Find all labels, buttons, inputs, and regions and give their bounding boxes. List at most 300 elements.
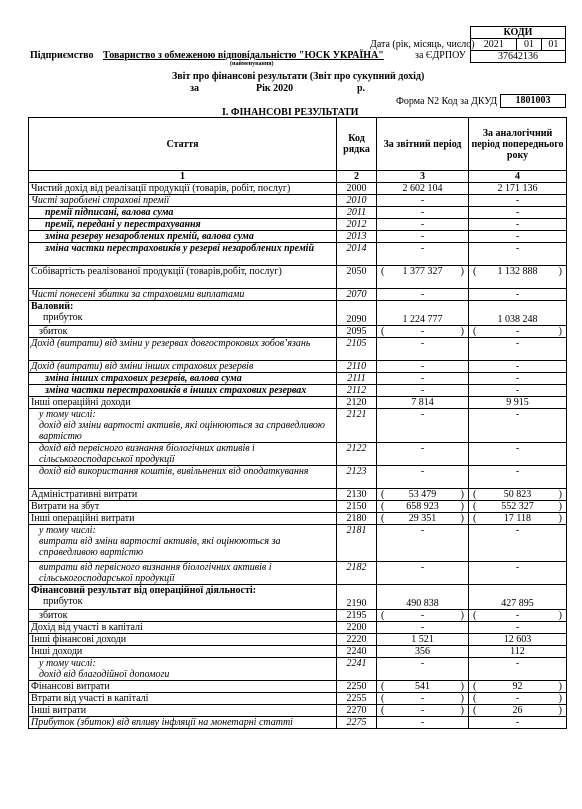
- paren-open: (: [381, 610, 385, 621]
- row-label-cell: [29, 361, 337, 373]
- row-label-cell: [29, 525, 337, 562]
- row-code: 2013: [337, 231, 377, 243]
- previous-period-value: [469, 361, 567, 373]
- col-header: Стаття: [29, 118, 337, 171]
- table-row: [29, 705, 567, 717]
- edrpou-code: 37642136: [471, 51, 566, 63]
- row-code: 2070: [337, 289, 377, 301]
- row-code: 2012: [337, 219, 377, 231]
- current-period-value: [377, 289, 469, 301]
- row-label: зміна частки перестраховиків в інших страхових резервах: [45, 385, 307, 396]
- previous-period-value: [469, 501, 567, 513]
- cell-value: 9 915: [506, 397, 529, 408]
- date-month: 01: [517, 39, 541, 51]
- paren-open: (: [381, 693, 385, 704]
- row-label-cell: [29, 409, 337, 443]
- previous-period-value: [469, 338, 567, 361]
- previous-period-value: [469, 562, 567, 585]
- row-label: премії підписані, валова сума: [45, 207, 174, 218]
- cell-value: -: [420, 231, 425, 242]
- table-row: [29, 409, 567, 443]
- previous-period-value: [469, 183, 567, 195]
- enterprise-label: Підприємство: [30, 50, 94, 61]
- cell-value: -: [515, 525, 520, 536]
- cell-value: -: [515, 562, 520, 573]
- previous-period-value: [469, 489, 567, 501]
- row-label: Чистий дохід від реалізації продукції (товарів, робіт, послуг): [31, 183, 291, 194]
- cell-value: -: [515, 243, 520, 254]
- row-label: витрати від первісного визнання біологічних активів і сільськогосподарської продукції: [39, 562, 272, 584]
- row-code: 2130: [337, 489, 377, 501]
- row-code: 2014: [337, 243, 377, 266]
- table-row: [29, 610, 567, 622]
- row-label: Собівартість реалізованої продукції (товарів,робіт, послуг): [31, 266, 282, 277]
- row-label-cell: [29, 585, 337, 610]
- cell-value: 552 327: [501, 501, 534, 512]
- current-period-value: [377, 207, 469, 219]
- row-code: 2121: [337, 409, 377, 443]
- cell-value: 658 923: [406, 501, 439, 512]
- current-period-value: [377, 231, 469, 243]
- table-row: [29, 243, 567, 266]
- row-code: 2200: [337, 622, 377, 634]
- row-label: Інші доходи: [31, 646, 83, 657]
- previous-period-value: [469, 705, 567, 717]
- row-label: Інші операційні доходи: [31, 397, 131, 408]
- row-label: Прибуток (збиток) від впливу інфляції на монетарні статті: [31, 717, 293, 728]
- paren-open: (: [473, 266, 477, 277]
- previous-period-value: [469, 373, 567, 385]
- current-period-value: [377, 183, 469, 195]
- cell-value: 17 118: [503, 513, 532, 524]
- row-label-cell: [29, 443, 337, 466]
- cell-value: -: [420, 525, 425, 536]
- paren-close: ): [460, 326, 464, 337]
- paren-open: (: [381, 513, 385, 524]
- col-number: 2: [337, 171, 377, 183]
- row-label-cell: [29, 219, 337, 231]
- cell-value: 427 895: [501, 598, 534, 609]
- paren-close: ): [460, 693, 464, 704]
- table-row: [29, 717, 567, 729]
- row-label-cell: [29, 397, 337, 409]
- row-code: 2275: [337, 717, 377, 729]
- row-label: Витрати на збут: [31, 501, 100, 512]
- current-period-value: [377, 501, 469, 513]
- cell-value: -: [420, 717, 425, 728]
- paren-close: ): [460, 681, 464, 692]
- paren-close: ): [460, 610, 464, 621]
- table-row: [29, 525, 567, 562]
- row-label-cell: [29, 207, 337, 219]
- table-row: [29, 289, 567, 301]
- previous-period-value: [469, 231, 567, 243]
- cell-value: -: [515, 207, 520, 218]
- previous-period-value: [469, 717, 567, 729]
- row-label-cell: [29, 681, 337, 693]
- paren-close: ): [558, 693, 562, 704]
- row-label: Фінансовий результат від операційної діяльності:: [31, 585, 256, 596]
- cell-value: 541: [415, 681, 430, 692]
- paren-close: ): [558, 326, 562, 337]
- cell-value: 92: [512, 681, 523, 692]
- current-period-value: [377, 705, 469, 717]
- row-code: 2190: [337, 585, 377, 610]
- paren-open: (: [381, 489, 385, 500]
- cell-value: 7 814: [411, 397, 434, 408]
- row-code: 2105: [337, 338, 377, 361]
- table-row: [29, 466, 567, 489]
- col-header: За звітний період: [377, 118, 469, 171]
- current-period-value: [377, 219, 469, 231]
- paren-open: (: [473, 489, 477, 500]
- paren-open: (: [381, 681, 385, 692]
- row-code: 2255: [337, 693, 377, 705]
- row-label-cell: [29, 466, 337, 489]
- name-caption: (найменування): [230, 61, 274, 67]
- current-period-value: [377, 409, 469, 443]
- table-row: [29, 634, 567, 646]
- row-code: 2112: [337, 385, 377, 397]
- row-label: зміна інших страхових резервів, валова сума: [45, 373, 242, 384]
- current-period-value: [377, 646, 469, 658]
- col-header: За аналогічний період попереднього року: [469, 118, 567, 171]
- previous-period-value: [469, 301, 567, 326]
- cell-value: 12 603: [503, 634, 532, 645]
- codes-table: [470, 26, 566, 63]
- table-row: [29, 195, 567, 207]
- table-row: [29, 183, 567, 195]
- cell-value: -: [420, 385, 425, 396]
- paren-close: ): [460, 513, 464, 524]
- current-period-value: [377, 585, 469, 610]
- table-row: [29, 658, 567, 681]
- codes-title: КОДИ: [471, 27, 566, 39]
- cell-value: -: [420, 443, 425, 454]
- cell-value: -: [420, 693, 425, 704]
- cell-value: -: [515, 466, 520, 477]
- cell-value: -: [515, 409, 520, 420]
- current-period-value: [377, 373, 469, 385]
- current-period-value: [377, 397, 469, 409]
- cell-value: 1 224 777: [402, 314, 443, 325]
- cell-value: 53 479: [408, 489, 437, 500]
- cell-value: -: [420, 409, 425, 420]
- table-row: [29, 489, 567, 501]
- row-label-cell: [29, 301, 337, 326]
- paren-open: (: [473, 610, 477, 621]
- row-code: 2240: [337, 646, 377, 658]
- cell-value: -: [515, 338, 520, 349]
- paren-close: ): [558, 266, 562, 277]
- row-label-cell: [29, 183, 337, 195]
- cell-value: -: [515, 717, 520, 728]
- row-label: Адміністративні витрати: [31, 489, 138, 500]
- row-label: Фінансові витрати: [31, 681, 110, 692]
- cell-value: -: [515, 610, 520, 621]
- row-code: 2180: [337, 513, 377, 525]
- row-code: 2122: [337, 443, 377, 466]
- paren-close: ): [460, 501, 464, 512]
- report-title: Звіт про фінансові результати (Звіт про сукупний дохід): [172, 71, 425, 82]
- paren-open: (: [473, 681, 477, 692]
- row-code: 2000: [337, 183, 377, 195]
- table-row: [29, 562, 567, 585]
- current-period-value: [377, 326, 469, 338]
- previous-period-value: [469, 219, 567, 231]
- date-year: 2021: [471, 39, 517, 51]
- cell-value: -: [420, 373, 425, 384]
- previous-period-value: [469, 195, 567, 207]
- paren-close: ): [460, 266, 464, 277]
- row-label: дохід від використання коштів, вивільнених від оподаткування: [39, 466, 309, 477]
- row-label-cell: [29, 562, 337, 585]
- cell-value: -: [420, 195, 425, 206]
- table-row: [29, 622, 567, 634]
- previous-period-value: [469, 513, 567, 525]
- row-label-cell: [29, 646, 337, 658]
- date-day: 01: [541, 39, 565, 51]
- col-number: 3: [377, 171, 469, 183]
- cell-value: -: [420, 326, 425, 337]
- cell-value: -: [420, 219, 425, 230]
- previous-period-value: [469, 681, 567, 693]
- row-sublabel: прибуток: [43, 596, 83, 607]
- edrpou-label: за ЄДРПОУ: [415, 50, 466, 61]
- table-row: [29, 443, 567, 466]
- cell-value: -: [515, 385, 520, 396]
- period-value: Рік 2020: [256, 83, 294, 94]
- paren-close: ): [460, 489, 464, 500]
- row-code: 2095: [337, 326, 377, 338]
- row-label: у тому числі:: [39, 658, 96, 669]
- col-number: 4: [469, 171, 567, 183]
- row-sublabel: дохід від благодійної допомоги: [39, 669, 170, 680]
- current-period-value: [377, 338, 469, 361]
- cell-value: -: [420, 207, 425, 218]
- row-code: 2182: [337, 562, 377, 585]
- table-row: [29, 326, 567, 338]
- cell-value: -: [420, 610, 425, 621]
- row-label-cell: [29, 658, 337, 681]
- row-label: Інші фінансові доходи: [31, 634, 127, 645]
- table-row: [29, 693, 567, 705]
- row-label: Дохід від участі в капіталі: [31, 622, 143, 633]
- row-label-cell: [29, 610, 337, 622]
- row-code: 2220: [337, 634, 377, 646]
- row-code: 2150: [337, 501, 377, 513]
- table-row: [29, 301, 567, 326]
- previous-period-value: [469, 385, 567, 397]
- paren-open: (: [473, 705, 477, 716]
- paren-close: ): [558, 705, 562, 716]
- row-code: 2181: [337, 525, 377, 562]
- cell-value: -: [420, 361, 425, 372]
- paren-close: ): [558, 610, 562, 621]
- cell-value: -: [420, 562, 425, 573]
- col-header: Код рядка: [337, 118, 377, 171]
- paren-open: (: [381, 326, 385, 337]
- cell-value: -: [420, 658, 425, 669]
- paren-close: ): [558, 489, 562, 500]
- cell-value: -: [515, 231, 520, 242]
- row-label: премії, передані у перестрахування: [45, 219, 201, 230]
- row-sublabel: витрати від зміни вартості активів, які оцінюються за справедливою вартістю: [39, 536, 281, 558]
- row-label-cell: [29, 289, 337, 301]
- current-period-value: [377, 361, 469, 373]
- paren-open: (: [381, 501, 385, 512]
- cell-value: -: [420, 622, 425, 633]
- row-label: Чисті понесені збитки за страховими виплатами: [31, 289, 245, 300]
- row-label: Інші операційні витрати: [31, 513, 135, 524]
- row-label: у тому числі:: [39, 525, 96, 536]
- row-label: зміна частки перестраховиків у резерві незароблених премій: [45, 243, 315, 254]
- financial-results-table: [28, 117, 567, 729]
- row-label: у тому числі:: [39, 409, 96, 420]
- cell-value: -: [420, 705, 425, 716]
- row-label-cell: [29, 501, 337, 513]
- current-period-value: [377, 634, 469, 646]
- cell-value: 50 823: [503, 489, 532, 500]
- previous-period-value: [469, 622, 567, 634]
- table-row: [29, 231, 567, 243]
- previous-period-value: [469, 397, 567, 409]
- table-row: [29, 501, 567, 513]
- row-label-cell: [29, 326, 337, 338]
- row-label: Валовий:: [31, 301, 74, 312]
- previous-period-value: [469, 443, 567, 466]
- table-row: [29, 385, 567, 397]
- row-code: 2195: [337, 610, 377, 622]
- row-sublabel: дохід від зміни вартості активів, які оцінюються за справедливою вартістю: [39, 420, 325, 442]
- row-label: Інші витрати: [31, 705, 87, 716]
- table-row: [29, 219, 567, 231]
- previous-period-value: [469, 289, 567, 301]
- paren-close: ): [460, 705, 464, 716]
- row-label-cell: [29, 634, 337, 646]
- paren-open: (: [473, 513, 477, 524]
- row-label-cell: [29, 385, 337, 397]
- cell-value: -: [515, 693, 520, 704]
- cell-value: 1 377 327: [402, 266, 443, 277]
- cell-value: 356: [415, 646, 430, 657]
- row-label: збиток: [39, 326, 68, 337]
- cell-value: -: [420, 338, 425, 349]
- current-period-value: [377, 562, 469, 585]
- previous-period-value: [469, 326, 567, 338]
- cell-value: -: [420, 243, 425, 254]
- row-label: Дохід (витрати) від зміни інших страхових резервів: [31, 361, 254, 372]
- row-label-cell: [29, 513, 337, 525]
- previous-period-value: [469, 466, 567, 489]
- row-label-cell: [29, 622, 337, 634]
- row-label-cell: [29, 489, 337, 501]
- current-period-value: [377, 717, 469, 729]
- current-period-value: [377, 610, 469, 622]
- current-period-value: [377, 513, 469, 525]
- cell-value: 1 132 888: [497, 266, 538, 277]
- row-code: 2250: [337, 681, 377, 693]
- current-period-value: [377, 489, 469, 501]
- cell-value: -: [420, 289, 425, 300]
- row-label-cell: [29, 266, 337, 289]
- table-row: [29, 513, 567, 525]
- table-row: [29, 361, 567, 373]
- paren-open: (: [473, 501, 477, 512]
- current-period-value: [377, 195, 469, 207]
- row-code: 2050: [337, 266, 377, 289]
- section-title: I. ФІНАНСОВІ РЕЗУЛЬТАТИ: [222, 107, 359, 118]
- current-period-value: [377, 466, 469, 489]
- row-label-cell: [29, 717, 337, 729]
- cell-value: 29 351: [408, 513, 437, 524]
- cell-value: -: [420, 466, 425, 477]
- row-label: Чисті зароблені страхові премії: [31, 195, 170, 206]
- current-period-value: [377, 385, 469, 397]
- dkud-code: 1801003: [500, 94, 566, 108]
- previous-period-value: [469, 634, 567, 646]
- cell-value: -: [515, 443, 520, 454]
- cell-value: 490 838: [406, 598, 439, 609]
- current-period-value: [377, 525, 469, 562]
- row-code: 2123: [337, 466, 377, 489]
- previous-period-value: [469, 243, 567, 266]
- table-row: [29, 646, 567, 658]
- row-label: збиток: [39, 610, 68, 621]
- row-label-cell: [29, 338, 337, 361]
- previous-period-value: [469, 658, 567, 681]
- table-row: [29, 338, 567, 361]
- cell-value: 2 602 104: [402, 183, 443, 194]
- previous-period-value: [469, 266, 567, 289]
- row-code: 2110: [337, 361, 377, 373]
- current-period-value: [377, 266, 469, 289]
- cell-value: -: [515, 289, 520, 300]
- table-row: [29, 266, 567, 289]
- previous-period-value: [469, 525, 567, 562]
- row-code: 2241: [337, 658, 377, 681]
- row-code: 2010: [337, 195, 377, 207]
- table-row: [29, 373, 567, 385]
- col-number: 1: [29, 171, 337, 183]
- row-code: 2270: [337, 705, 377, 717]
- row-code: 2120: [337, 397, 377, 409]
- current-period-value: [377, 658, 469, 681]
- row-label: Втрати від участі в капіталі: [31, 693, 149, 704]
- cell-value: 1 038 248: [497, 314, 538, 325]
- cell-value: -: [515, 219, 520, 230]
- row-label-cell: [29, 373, 337, 385]
- paren-open: (: [381, 705, 385, 716]
- row-label-cell: [29, 705, 337, 717]
- row-code: 2111: [337, 373, 377, 385]
- cell-value: -: [515, 658, 520, 669]
- cell-value: -: [515, 361, 520, 372]
- cell-value: -: [515, 622, 520, 633]
- cell-value: 1 521: [411, 634, 434, 645]
- table-row: [29, 681, 567, 693]
- row-label: Дохід (витрати) від зміни у резервах довгострокових зобов’язань: [31, 338, 311, 349]
- current-period-value: [377, 301, 469, 326]
- table-row: [29, 585, 567, 610]
- current-period-value: [377, 443, 469, 466]
- period-r: р.: [357, 83, 366, 94]
- table-row: [29, 397, 567, 409]
- row-code: 2011: [337, 207, 377, 219]
- paren-close: ): [558, 513, 562, 524]
- paren-open: (: [381, 266, 385, 277]
- period-za: за: [190, 83, 200, 94]
